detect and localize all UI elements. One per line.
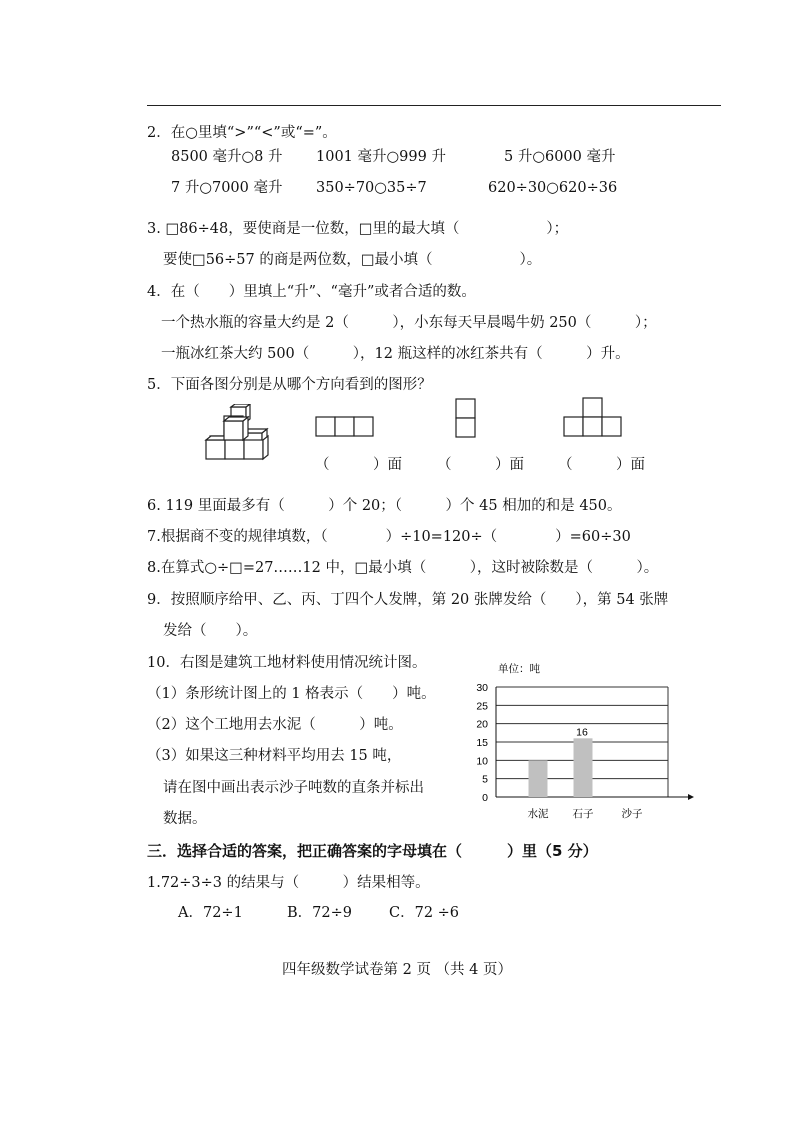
x-category-label: 石子 xyxy=(572,808,594,820)
q10-sub3-line2: 请在图中画出表示沙子吨数的直条并标出 xyxy=(163,780,424,796)
q9-line1: 9．按照顺序给甲、乙、丙、丁四个人发牌，第 20 张牌发给（ ），第 54 张牌 xyxy=(147,592,669,608)
q2-item: 620÷30○620÷36 xyxy=(488,180,618,196)
cube-stack-3d-figure xyxy=(200,404,272,462)
y-tick-label: 25 xyxy=(476,700,488,713)
materials-bar-chart xyxy=(466,656,706,826)
section3-title: 三．选择合适的答案，把正确答案的字母填在（ ）里（5 分） xyxy=(147,842,598,860)
q3-line1: 3. □86÷48，要使商是一位数，□里的最大填（ ）； xyxy=(147,221,569,237)
y-tick-label: 30 xyxy=(476,682,488,694)
bar xyxy=(574,738,593,797)
two-squares-column-view xyxy=(455,398,477,440)
t-shape-squares-view xyxy=(563,397,623,439)
q2-item: 1001 毫升○999 升 xyxy=(316,149,446,165)
chart-unit-label: 单位：吨 xyxy=(498,663,540,675)
y-tick-label: 10 xyxy=(476,755,488,768)
option-a: A．72÷1 xyxy=(178,905,243,921)
q8-line: 8.在算式○÷□=27……12 中，□最小填（ ），这时被除数是（ ）。 xyxy=(147,560,659,576)
x-category-label: 水泥 xyxy=(527,808,549,820)
q2-title: 2．在○里填“>”“<”或“=”。 xyxy=(147,125,337,141)
q4-title: 4．在（ ）里填上“升”、“毫升”或者合适的数。 xyxy=(147,284,476,300)
q10-sub2: （2）这个工地用去水泥（ ）吨。 xyxy=(147,717,403,733)
q9-line2: 发给（ ）。 xyxy=(163,623,258,639)
q4-line1: 一个热水瓶的容量大约是 2（ ），小东每天早晨喝牛奶 250（ ）； xyxy=(161,315,657,331)
option-c: C．72 ÷6 xyxy=(389,905,460,921)
q2-item: 5 升○6000 毫升 xyxy=(504,149,616,165)
q2-item: 8500 毫升○8 升 xyxy=(171,149,283,165)
y-tick-label: 5 xyxy=(482,773,488,786)
q5-answer: （ ）面 xyxy=(558,457,645,473)
three-squares-row-view xyxy=(315,416,375,438)
q7-line: 7.根据商不变的规律填数，（ ）÷10=120÷（ ）=60÷30 xyxy=(147,529,631,545)
q5-answer: （ ）面 xyxy=(315,457,402,473)
q3-line2: 要使□56÷57 的商是两位数，□最小填（ ）。 xyxy=(163,252,542,268)
x-category-label: 沙子 xyxy=(621,808,643,820)
header-rule xyxy=(147,105,721,106)
y-tick-label: 20 xyxy=(476,718,488,731)
y-tick-label: 15 xyxy=(476,737,488,749)
x-axis-arrow xyxy=(688,794,694,800)
bar xyxy=(529,760,548,797)
q10-sub3-line1: （3）如果这三种材料平均用去 15 吨， xyxy=(147,748,402,764)
option-b: B．72÷9 xyxy=(287,905,352,921)
q5-title: 5．下面各图分别是从哪个方向看到的图形？ xyxy=(147,377,432,393)
page-footer: 四年级数学试卷第 2 页 （共 4 页） xyxy=(282,962,512,978)
q5-answer: （ ）面 xyxy=(437,457,524,473)
q10-sub3-line3: 数据。 xyxy=(163,811,207,827)
y-tick-label: 0 xyxy=(482,792,488,804)
q10-sub1: （1）条形统计图上的 1 格表示（ ）吨。 xyxy=(147,686,436,702)
bar-data-label: 16 xyxy=(576,726,588,739)
q2-item: 7 升○7000 毫升 xyxy=(171,180,283,196)
q10-title: 10．右图是建筑工地材料使用情况统计图。 xyxy=(147,655,427,671)
q4-line2: 一瓶冰红茶大约 500（ ），12 瓶这样的冰红茶共有（ ）升。 xyxy=(161,346,630,362)
q2-item: 350÷70○35÷7 xyxy=(316,180,427,196)
q6-line: 6. 119 里面最多有（ ）个 20；（ ）个 45 相加的和是 450。 xyxy=(147,498,622,514)
section3-q1: 1.72÷3÷3 的结果与（ ）结果相等。 xyxy=(147,875,430,891)
